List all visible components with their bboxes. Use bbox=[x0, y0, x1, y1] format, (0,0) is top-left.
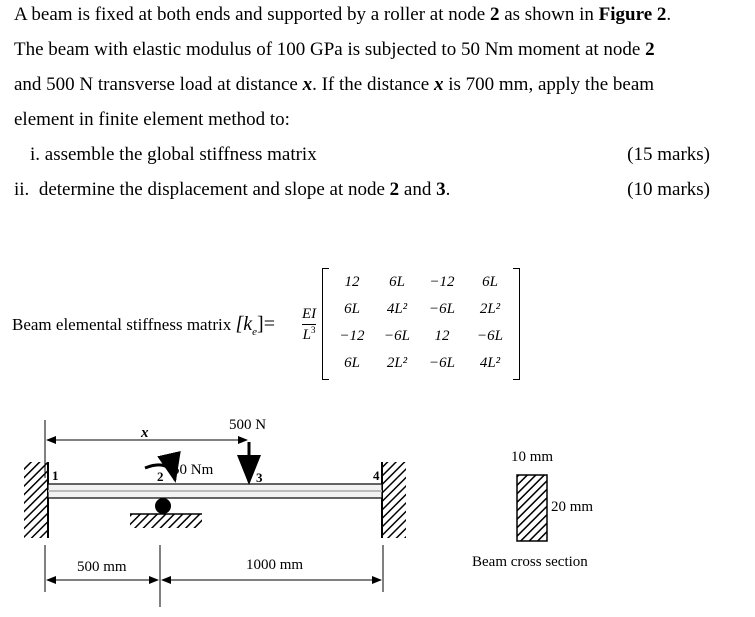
variable-x: x bbox=[433, 74, 444, 95]
matrix-cell: 2L² bbox=[386, 355, 408, 371]
problem-line-2: The beam with elastic modulus of 100 GPa is subjected to 50 Nm moment at node 2 bbox=[14, 39, 655, 60]
task-item-1: i. assemble the global stiffness matrix bbox=[30, 144, 317, 165]
matrix-cell: −6L bbox=[477, 328, 503, 344]
node-1-label: 1 bbox=[52, 468, 59, 483]
section-height-label: 20 mm bbox=[551, 499, 594, 515]
marks-2: (10 marks) bbox=[627, 179, 710, 200]
matrix-cell: 6L bbox=[344, 301, 360, 317]
moment-label: 50 Nm bbox=[172, 462, 214, 478]
marks-1: (15 marks) bbox=[627, 144, 710, 165]
matrix-cell: 4L² bbox=[479, 355, 501, 371]
x-label: x bbox=[141, 425, 149, 441]
matrix-cell: 2L² bbox=[479, 301, 501, 317]
left-fixed-support bbox=[24, 462, 48, 538]
node-3-label: 3 bbox=[256, 470, 263, 485]
ei-over-l3: $\frac{EI}{L^3}$ bbox=[302, 306, 317, 343]
roller-ground bbox=[130, 514, 202, 528]
matrix-cell: −6L bbox=[384, 328, 410, 344]
matrix-cell: 4L² bbox=[386, 301, 408, 317]
matrix-symbol: $[k_e]=$ bbox=[235, 313, 275, 338]
section-width-label: 10 mm bbox=[511, 449, 554, 465]
variable-x: x bbox=[302, 74, 313, 95]
matrix-cell: 6L bbox=[344, 355, 360, 371]
right-fixed-support bbox=[382, 462, 406, 538]
roller-support bbox=[155, 498, 171, 514]
section-caption: Beam cross section bbox=[472, 554, 588, 570]
figure-ref: Figure 2 bbox=[598, 4, 667, 25]
matrix-cell: 6L bbox=[482, 274, 498, 290]
matrix-cell: −6L bbox=[429, 301, 455, 317]
problem-line-1: A beam is fixed at both ends and supported by a roller at node 2 as shown in Figure 2. bbox=[14, 4, 672, 25]
load-label: 500 N bbox=[229, 417, 267, 433]
problem-line-3: and 500 N transverse load at distance x. If the distance x is 700 mm, apply the beam bbox=[14, 74, 655, 95]
cross-section bbox=[517, 475, 547, 541]
matrix-cell: 12 bbox=[344, 274, 360, 290]
matrix-cell: 6L bbox=[389, 274, 405, 290]
node-4-label: 4 bbox=[373, 468, 380, 483]
task-item-2: ii. determine the displacement and slope at node 2 and 3. bbox=[14, 179, 451, 200]
matrix-cell: 12 bbox=[434, 328, 450, 344]
problem-line-4: element in finite element method to: bbox=[14, 109, 290, 130]
stiffness-matrix-label: Beam elemental stiffness matrix $[k_e]=$ bbox=[12, 313, 275, 338]
node-ref: 2 bbox=[489, 4, 500, 25]
node-ref: 2 bbox=[645, 39, 655, 60]
matrix-cell: −12 bbox=[429, 274, 455, 290]
matrix-cell: −12 bbox=[339, 328, 365, 344]
dim-right-label: 1000 mm bbox=[246, 557, 304, 573]
dim-left-label: 500 mm bbox=[77, 559, 127, 575]
node-2-label: 2 bbox=[157, 469, 164, 484]
matrix-cell: −6L bbox=[429, 355, 455, 371]
